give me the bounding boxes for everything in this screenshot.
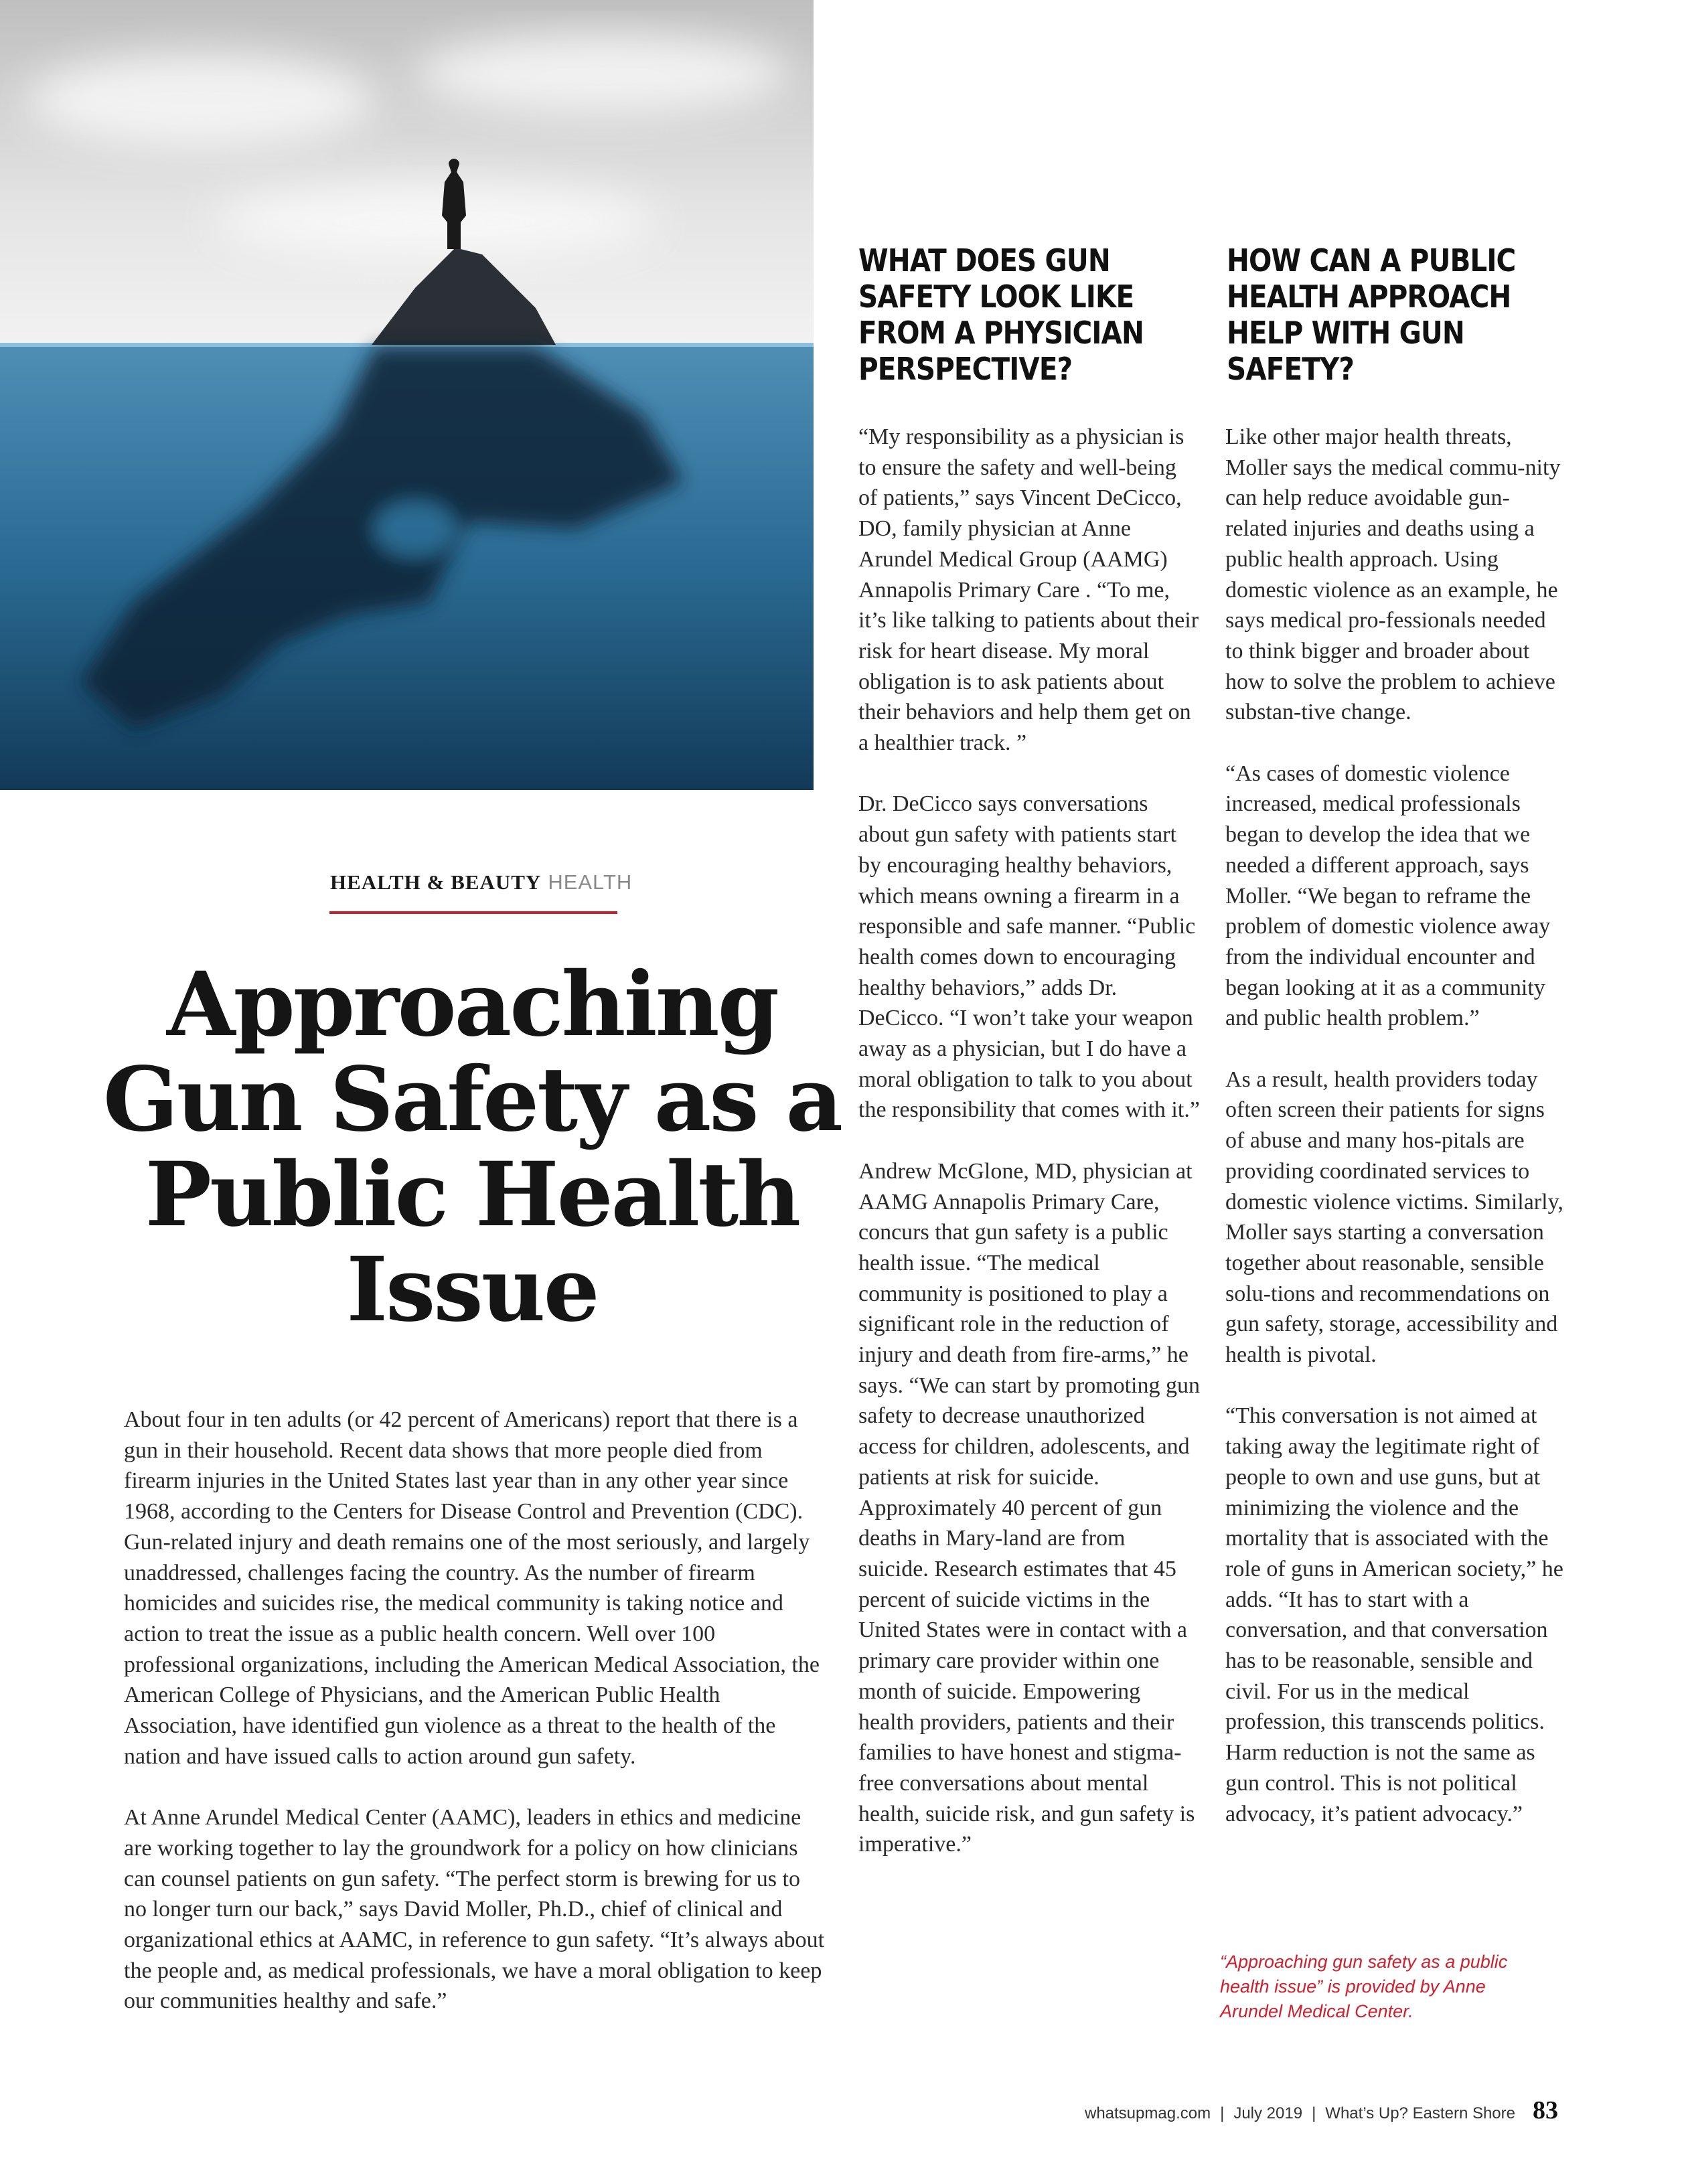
- hero-illustration-gun-underwater: [0, 0, 814, 790]
- section-heading-physician-perspective: WHAT DOES GUN SAFETY LOOK LIKE FROM A PHYSICIAN PERSPECTIVE?: [858, 242, 1144, 387]
- article-credit: “Approaching gun safety as a public health issue” is provided by Anne Arundel Medical Center.: [1220, 1952, 1508, 2021]
- page-footer: [1085, 2096, 1558, 2125]
- page-number: 83: [1533, 2096, 1558, 2124]
- paragraph: At Anne Arundel Medical Center (AAMC), leaders in ethics and medicine are working together to lay the groundwork for a policy on how clinicians can counsel patients on gun safety. “The perfect storm is brewing for us to no longer turn our back,” says David Moller, Ph.D., chief of clinical and organizational ethics at AAMC, in reference to gun safety. “It’s always about the people and, as medical professionals, we have a moral obligation to keep our communities healthy and safe.”: [124, 1805, 825, 2014]
- footer-site-link[interactable]: whatsupmag.com: [1084, 2104, 1211, 2122]
- kicker-section: HEALTH & BEAUTY: [330, 870, 542, 894]
- intro-body: [124, 1405, 827, 2047]
- paragraph: “My responsibility as a physician is to ensure the safety and well-being of patients,” says Vincent DeCicco, DO, family physician at Anne Arundel Medical Group (AAMG) Annapolis Primary Care . “To me, it’s like talking to patients about their risk for heart disease. My moral obligation is to ask patients about their behaviors and help them get on a healthier track. ”: [858, 424, 1199, 756]
- paragraph: As a result, health providers today often screen their patients for signs of abuse and many hos-pitals are providing coordinated services to domestic violence victims. Similarly, Moller says starting a conversation together about reasonable, sensible solu-tions and recommendations on gun safety, storage, accessibility and health is pivotal.: [1225, 1067, 1563, 1368]
- section-heading-public-health-approach: HOW CAN A PUBLIC HEALTH APPROACH HELP WITH GUN SAFETY?: [1227, 242, 1516, 387]
- paragraph: Andrew McGlone, MD, physician at AAMG Annapolis Primary Care, concurs that gun safety is a public health issue. “The medical community is positioned to play a significant role in the reduction of injury and death from fire-arms,” he says. “We can start by promoting gun safety to decrease unauthorized access for children, adolescents, and patients at risk for suicide. Approximately 40 percent of gun deaths in Mary-land are from suicide. Research estimates that 45 percent of suicide victims in the United States were in contact with a primary care provider within one month of suicide. Empowering health providers, patients and their families to have honest and stigma-free conversations about mental health, suicide risk, and gun safety is imperative.”: [858, 1158, 1200, 1857]
- kicker-divider: [329, 911, 617, 914]
- footer-separator: |: [1220, 2104, 1225, 2122]
- paragraph: Dr. DeCicco says conversations about gun safety with patients start by encouraging healthy behaviors, which means owning a firearm in a responsible and safe manner. “Public health comes down to encouraging healthy behaviors,” adds Dr. DeCicco. “I won’t take your weapon away as a physician, but I do have a moral obligation to talk to you about the responsibility that comes with it.”: [858, 791, 1200, 1123]
- paragraph: Like other major health threats, Moller says the medical commu-nity can help reduce avoidable gun-related injuries and deaths using a public health approach. Using domestic violence as an example, he says medical pro-fessionals needed to think bigger and broader about how to solve the problem to achieve substan-tive change.: [1225, 424, 1561, 725]
- paragraph: About four in ten adults (or 42 percent of Americans) report that there is a gun in their household. Recent data shows that more people died from firearm injuries in the United States last year than in any other year since 1968, according to the Centers for Disease Control and Prevention (CDC). Gun-related injury and death remains one of the most seriously, and largely unaddressed, challenges facing the country. As the number of firearm homicides and suicides rise, the medical community is taking notice and action to treat the issue as a public health concern. Well over 100 professional organizations, including the American Medical Association, the American College of Physicians, and the American Public Health Association, have identified gun violence as a threat to the health of the nation and have issued calls to action around gun safety.: [124, 1407, 820, 1769]
- column-physician-perspective: [858, 422, 1200, 1891]
- paragraph: “This conversation is not aimed at taking away the legitimate right of people to own and use guns, but at minimizing the violence and the mortality that is associated with the role of guns in American society,” he adds. “It has to start with a conversation, and that conversation has to be reasonable, sensible and civil. For us in the medical profession, this transcends politics. Harm reduction is not the same as gun control. This is not political advocacy, it’s patient advocacy.”: [1225, 1403, 1563, 1826]
- footer-issue: July 2019: [1233, 2104, 1303, 2122]
- footer-publication: What’s Up? Eastern Shore: [1325, 2104, 1515, 2122]
- footer-separator: |: [1312, 2104, 1316, 2122]
- column-public-health-approach: [1225, 422, 1567, 1860]
- article-title: Approaching Gun Safety as a Public Health Issue: [102, 953, 842, 1342]
- section-kicker: [330, 870, 632, 894]
- kicker-subsection: HEALTH: [548, 870, 633, 894]
- paragraph: “As cases of domestic violence increased, medical professionals began to develop the idea that we needed a different approach, says Moller. “We began to reframe the problem of domestic violence away from the individual encounter and began looking at it as a community and public health problem.”: [1225, 761, 1551, 1031]
